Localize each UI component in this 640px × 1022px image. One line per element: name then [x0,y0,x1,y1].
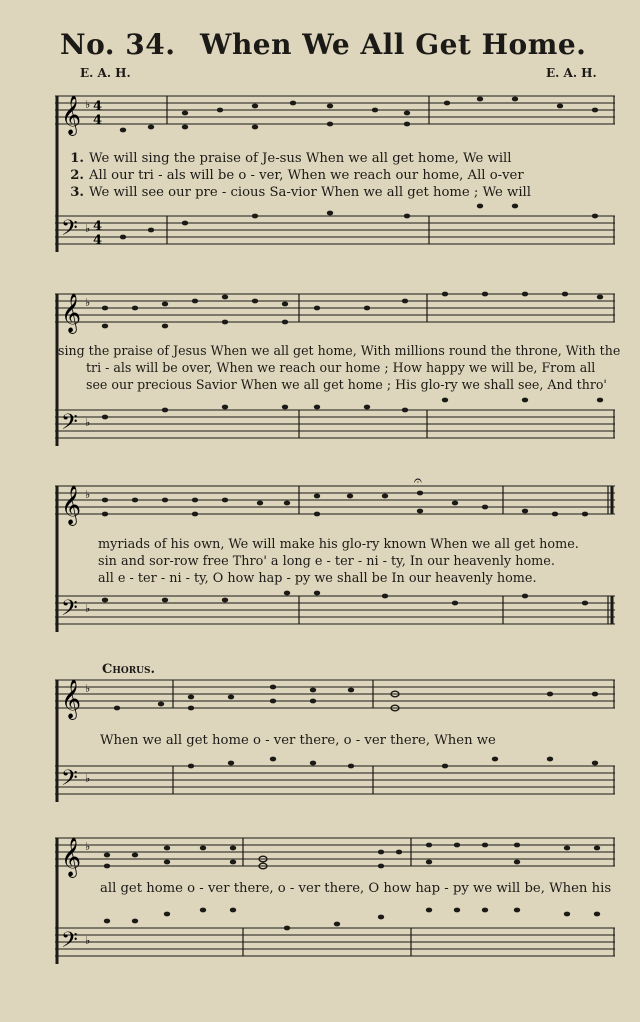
verse-line: sing the praise of Jesus When we all get home, With millions round the throne, With the [58,343,621,358]
credit-music: E. A. H. [546,66,597,80]
treble-clef-icon: 𝄞 [61,485,82,525]
verse-lyrics-system-1 [56,150,616,201]
chorus-lyrics-2: all get home o - ver there, o - ver there, O how hap - py we will be, When his [100,881,612,896]
verse-number: 2. [70,168,84,183]
verse-line [56,150,616,167]
bass-clef-icon: 𝄢 [61,596,78,626]
bass-staff-lines [55,216,615,244]
verse-line: tri - als will be over, When we reach our home ; How happy we will be, From all [86,360,596,375]
flat-icon: ♭ [85,98,91,111]
bass-clef-icon: 𝄢 [61,410,78,440]
verse-line [56,167,616,184]
treble-clef-icon: 𝄞 [61,293,82,333]
flat-icon: ♭ [85,416,91,429]
verse-lyrics-system-2 [58,342,621,393]
time-signature: 4 [93,113,103,128]
treble-clef-icon: 𝄞 [61,95,82,135]
verse-line: sin and sor-row free Thro' a long e - ter - ni - ty, In our heavenly home. [98,554,555,569]
verse-line [56,184,616,201]
notes [114,685,598,769]
fermata-icon: 𝄐 [414,478,422,489]
credit-words: E. A. H. [80,66,131,80]
flat-icon: ♭ [85,682,91,695]
flat-icon: ♭ [85,296,91,309]
treble-staff-lines [55,96,615,124]
flat-icon: ♭ [85,934,91,947]
hymn-heading [60,28,586,61]
flat-icon: ♭ [85,602,91,615]
time-signature: 4 [93,233,103,248]
flat-icon: ♭ [85,488,91,501]
chorus-system-2-staves [55,830,615,970]
bass-clef-icon: 𝄢 [61,928,78,958]
verse-line: see our precious Savior When we all get home ; His glo-ry we shall see, And thro' [86,377,607,392]
verse-number: 1. [70,151,84,166]
half-notes [259,856,267,869]
time-signature: 4 [93,99,103,114]
bass-clef-icon: 𝄢 [61,766,78,796]
lyric-text: We will see our pre - cious Sa-vior When we all get home ; We will [89,185,531,200]
flat-icon: ♭ [85,772,91,785]
flat-icon: ♭ [85,840,91,853]
treble-clef-icon: 𝄞 [61,837,82,877]
time-signature: 4 [93,219,103,234]
bass-clef-icon: 𝄢 [61,216,78,246]
lyric-text: We will sing the praise of Je-sus When we all get home, We will [89,151,512,166]
chorus-label: Chorus. [102,662,156,677]
lyric-text: All our tri - als will be o - ver, When we reach our home, All o-ver [89,168,524,183]
flat-icon: ♭ [85,222,91,235]
hymn-title: When We All Get Home. [200,28,587,61]
verse-lyrics-system-3 [98,536,640,587]
chorus-lyrics-1: When we all get home o - ver there, o - ver there, When we [100,733,496,748]
verse-number: 3. [70,185,84,200]
treble-clef-icon: 𝄞 [61,679,82,719]
verse-line: all e - ter - ni - ty, O how hap - py we shall be In our heavenly home. [98,571,537,586]
verse-line: myriads of his own, We will make his glo-ry known When we all get home. [98,537,579,552]
hymn-number: No. 34. [60,28,176,61]
